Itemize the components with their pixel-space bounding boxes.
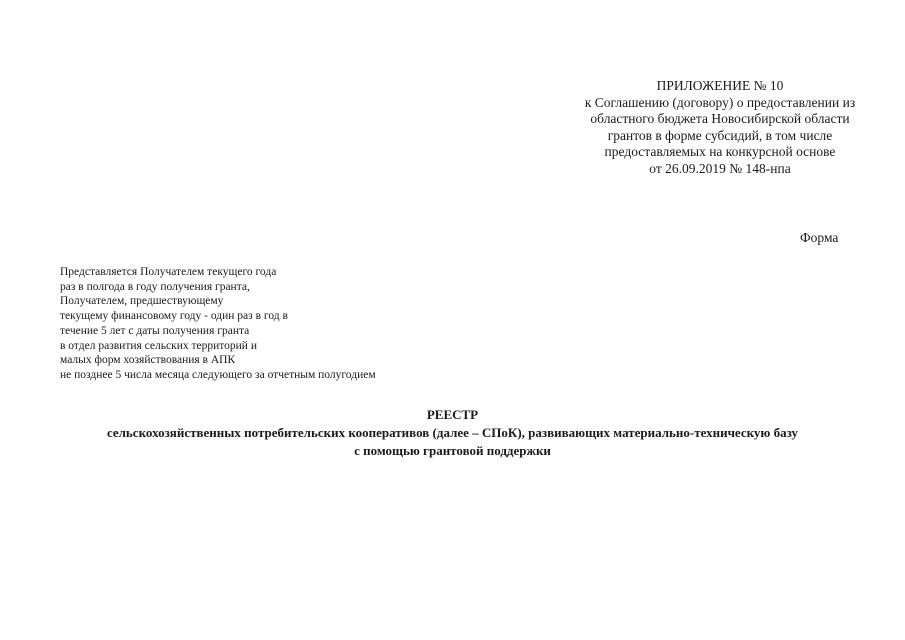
registry-subtitle: с помощью грантовой поддержки (354, 443, 551, 458)
note-line: текущему финансовому году - один раз в год в (60, 310, 288, 323)
note-line: течение 5 лет с даты получения гранта (60, 324, 250, 337)
submission-note (60, 265, 376, 383)
note-line: не позднее 5 числа месяца следующего за отчетным полугодием (60, 368, 376, 381)
note-line: Получателем, предшествующему (60, 295, 224, 308)
note-line: малых форм хозяйствования в АПК (60, 354, 236, 367)
registry-title: РЕЕСТР (426, 407, 479, 422)
appendix-title: ПРИЛОЖЕНИЕ № 10 (656, 78, 784, 93)
note-line: раз в полгода в году получения гранта, (60, 280, 250, 293)
registry-subtitle: сельскохозяйственных потребительских кооперативов (далее – СПоК), развивающих материально-техническую базу (106, 425, 799, 440)
appendix-line: областного бюджета Новосибирской области (590, 111, 850, 126)
appendix-header (555, 78, 885, 177)
appendix-line: грантов в форме субсидий, в том числе (607, 127, 833, 143)
appendix-line: к Соглашению (договору) о предоставлении из (584, 94, 856, 110)
appendix-date-number: от 26.09.2019 № 148-нпа (649, 160, 791, 176)
registry-heading (30, 406, 875, 460)
note-line: Представляется Получателем текущего года (60, 266, 277, 278)
appendix-line: предоставляемых на конкурсной основе (604, 144, 836, 159)
note-line: в отдел развития сельских территорий и (60, 339, 257, 352)
form-label: Форма (800, 230, 839, 245)
